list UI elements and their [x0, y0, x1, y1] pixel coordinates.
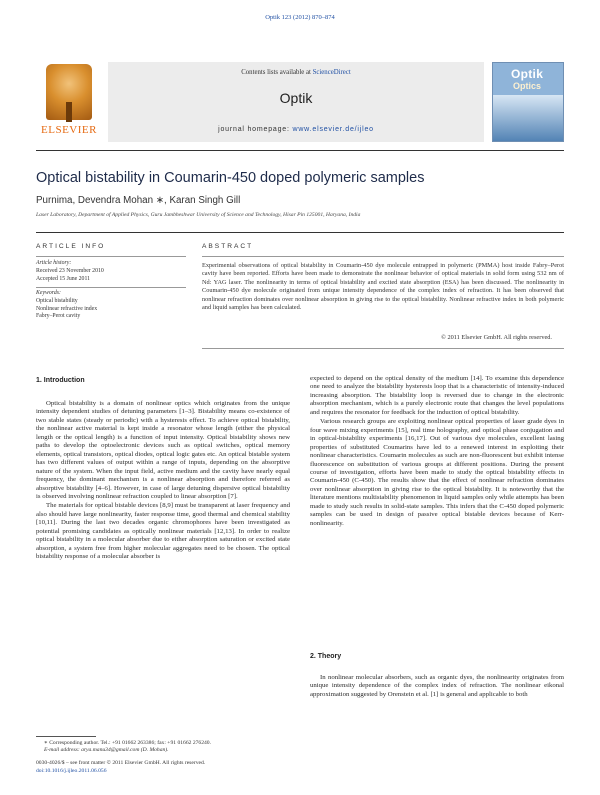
- abstract-copyright: © 2011 Elsevier GmbH. All rights reserved.: [441, 334, 552, 341]
- right-paragraph-1: expected to depend on the optical density of the medium [14]. To examine this dependence one need to analyze the bistability hysteresis loop that is a characteristic of intensity-induced increasing absorption. The bistability loop is reversed due to change in the electronic absorption mechanism, which is a purely electronic route that changes the level populations and requires the resonator for feedback for the induction of optical bistability.: [310, 375, 564, 416]
- sciencedirect-link[interactable]: ScienceDirect: [312, 69, 351, 76]
- footnote-block: [44, 740, 294, 754]
- history-label: Article history:: [36, 260, 72, 266]
- article-info-heading: ARTICLE INFO: [36, 243, 106, 250]
- cover-band: [493, 95, 564, 142]
- abstract-bottom-rule: [202, 348, 564, 349]
- doi-link[interactable]: doi:10.1016/j.ijleo.2011.06.056: [36, 767, 107, 774]
- author-affiliation: Laser Laboratory, Department of Applied Physics, Guru Jambheshwar University of Science and Technology, Hisar Pin 125001, Haryana, India: [36, 212, 361, 218]
- cover-title: Optik: [511, 67, 544, 81]
- contents-prefix: Contents lists available at: [241, 69, 313, 76]
- right-column: [310, 375, 564, 528]
- keyword-item: Optical bistability: [36, 297, 78, 304]
- homepage-line: [108, 126, 484, 133]
- journal-banner: [108, 62, 484, 142]
- corresponding-author: ∗ Corresponding author. Tel.: +91 01662 263386; fax: +91 01662 276240.: [44, 740, 212, 746]
- intro-paragraph-2: The materials for optical bistable devices [8,9] must be transparent at laser frequency and also should have large nonlinearity, faster response time, good thermal and chemical stability [10,11]. During the last two decades organic chromophores have been investigated as potential promising candidates as optically nonlinear materials [12,13]. In order to realize optical bistability in a molecular absorber due to either absorption saturation or excited state absorption, a system free from higher molecular aggregates need to be chosen. The optical bistability response of a molecular absorber is: [36, 502, 290, 561]
- keywords-label: Keywords:: [36, 290, 61, 296]
- front-matter-info: [36, 760, 296, 775]
- footnote-rule: [36, 736, 96, 737]
- intro-paragraph-1: Optical bistability is a domain of nonlinear optics which originates from the unique intensity dependent studies of detuning parameters [1–3]. Bistability means co-existence of two stable states (steady or periodic) with a hysteresis effect. To achieve optical bistability, the nonlinear active material is kept inside a resonator whose length (either the physical length or the optical length) is a function of input intensity. Optical bistability shows new paths to develop the optoelectronic devices such as optical switches, optical memory elements, optical transistors, optical diodes, optical logic gates etc. An optical bistable system has two different values of output within a range of inputs, depending on the absorptive nature of the system. When the input field, active medium and the cavity have nearly equal frequency, the dominant mechanism is a nonlinear absorption and therefore referred as absorptive bistability [4–6]. However, in case of large detuning dispersive optical bistability is observed involving nonlinear refraction coupled to linear absorption [7].: [36, 400, 290, 500]
- masthead: [36, 62, 564, 144]
- article-history: [36, 260, 186, 283]
- abstract-heading: ABSTRACT: [202, 243, 254, 250]
- homepage-prefix: journal homepage:: [218, 126, 293, 133]
- journal-cover-image: [492, 62, 564, 142]
- journal-reference[interactable]: Optik 123 (2012) 870–874: [265, 14, 335, 21]
- header-rule: [36, 150, 564, 151]
- publisher-name: ELSEVIER: [41, 124, 97, 136]
- article-authors: Purnima, Devendra Mohan ∗, Karan Singh Gill: [36, 195, 241, 206]
- theory-column: [310, 674, 564, 699]
- right-paragraph-2: Various research groups are exploiting nonlinear optical properties of laser grade dyes in four wave mixing experiments [15], real time holography, and optical phase conjugation and in optical-bistability experiments [16,17]. Out of various dye molecules, excellent lasing properties of substituted Coumarins have led to a renewed interest in exploiting their nonlinear characteristics. Coumarin molecules as such are non-fluorescent but exhibit intense fluorescence on substitution of various groups at different positions. During the present course of investigation, efforts have been made to study the optical bistability effects in Coumarin-450 (C-450). The results show that the effect of nonlinear refraction dominates over nonlinear absorption in giving rise to the optical bistability. It is noteworthy that the literature mentions multistability phenomenon in liquid samples only while attempts has been made to study such results in solid-state samples. This infers that the C-450 doped polymeric samples can be used in design of passive optical bistable devices because of Kerr-nonlinearity.: [310, 418, 564, 527]
- abstract-rule: [202, 256, 564, 257]
- journal-name: Optik: [279, 90, 313, 106]
- email-address[interactable]: E-mail address: arya.manu34@gmail.com (D. Mohan).: [44, 747, 169, 754]
- cover-subtitle: Optics: [513, 81, 542, 91]
- article-title: Optical bistability in Coumarin-450 doped polymeric samples: [36, 170, 425, 186]
- elsevier-logo: [36, 62, 102, 142]
- title-rule: [36, 232, 564, 233]
- theory-section-title: 2. Theory: [310, 653, 342, 660]
- homepage-link[interactable]: www.elsevier.de/ijleo: [292, 126, 374, 133]
- keyword-item: Fabry–Perot cavity: [36, 313, 81, 320]
- theory-paragraph-1: In nonlinear molecular absorbers, such as organic dyes, the nonlinearity originates from unique intensity dependence of the complex index of refraction. The nonlinear eikonal approximation suggested by Orenstein et al. [1] is general and applicable to both: [310, 674, 564, 698]
- issn-line: 0030-4026/$ – see front matter © 2011 Elsevier GmbH. All rights reserved.: [36, 760, 206, 766]
- contents-line: [108, 69, 484, 76]
- tree-trunk-icon: [66, 102, 72, 122]
- intro-section-title: 1. Introduction: [36, 377, 85, 384]
- keywords-block: [36, 290, 186, 321]
- intro-column: [36, 400, 290, 562]
- accepted-date: Accepted 15 June 2011: [36, 275, 91, 282]
- keyword-item: Nonlinear refractive index: [36, 305, 98, 312]
- abstract-text: Experimental observations of optical bistability in Coumarin-450 dye molecule entrapped in polymeric (PMMA) host inside Fabry–Perot cavity have been reported. Efforts have been made to demonstrate the nonlinear behavior of optical materials in solid form using 532 nm of Nd: YAG laser. The nonlinearity in terms of optical bistability and excited state absorption (ESA) has been discussed. The nonlinearity in Coumarin-450 dye molecule originated from unique intensity dependence of the complex index of refraction. It has been observed that nonlinear refraction dominates over nonlinear absorption in giving rise to the optical bistability. Nonlinear refractive index in both polymeric and liquid samples has been calculated.: [202, 262, 564, 312]
- received-date: Received 23 November 2010: [36, 267, 104, 274]
- article-info-rule: [36, 256, 186, 257]
- history-rule: [36, 287, 186, 288]
